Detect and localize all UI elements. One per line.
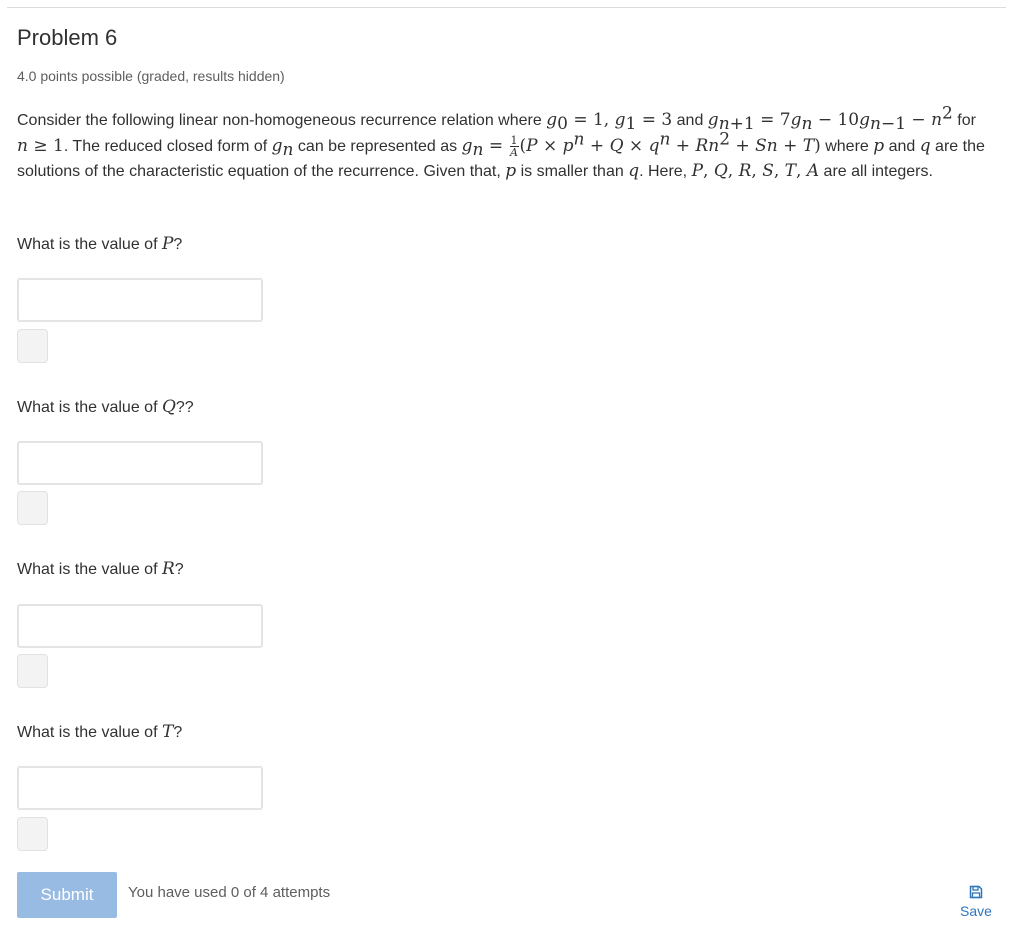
question-p-label: What is the value of P? <box>17 234 183 254</box>
save-button[interactable] <box>954 885 998 919</box>
question-q-label: What is the value of Q?? <box>17 397 194 417</box>
attempts-counter: You have used 0 of 4 attempts <box>128 884 331 901</box>
floppy-disk-icon <box>969 885 983 899</box>
answer-t-status <box>17 817 48 851</box>
top-divider <box>7 7 1006 8</box>
question-t-label: What is the value of T? <box>17 722 183 742</box>
problem-statement: Consider the following linear non-homogeneous recurrence relation where $g_0 = 1$, $g_1 = 3$ and $g_{n+1} = 7g_n - 10g_{n-1} - n^2$ for n ≥ 1. The reduced closed form of $g_n$ can be represented as $g_n$ = $\frac{1}{A}$ $(P \times p^n + Q \times q^n + Rn^2 + Sn + T)$ where p and q are the solutions of the characteristic equation of the recurrence. Given that, p is smaller than q. Here, P, Q, R, S, T, A are all integers. <box>17 103 985 181</box>
points-possible: 4.0 points possible (graded, results hidden) <box>17 68 285 84</box>
question-r-label: What is the value of R? <box>17 559 184 579</box>
answer-p-status <box>17 329 48 363</box>
answer-p-input[interactable] <box>17 278 263 322</box>
save-label: Save <box>960 903 992 919</box>
answer-t-input[interactable] <box>17 766 263 810</box>
problem-title: Problem 6 <box>17 25 118 50</box>
answer-r-input[interactable] <box>17 604 263 648</box>
answer-q-status <box>17 491 48 525</box>
answer-r-status <box>17 654 48 688</box>
answer-q-input[interactable] <box>17 441 263 485</box>
submit-button[interactable]: Submit <box>17 872 117 918</box>
